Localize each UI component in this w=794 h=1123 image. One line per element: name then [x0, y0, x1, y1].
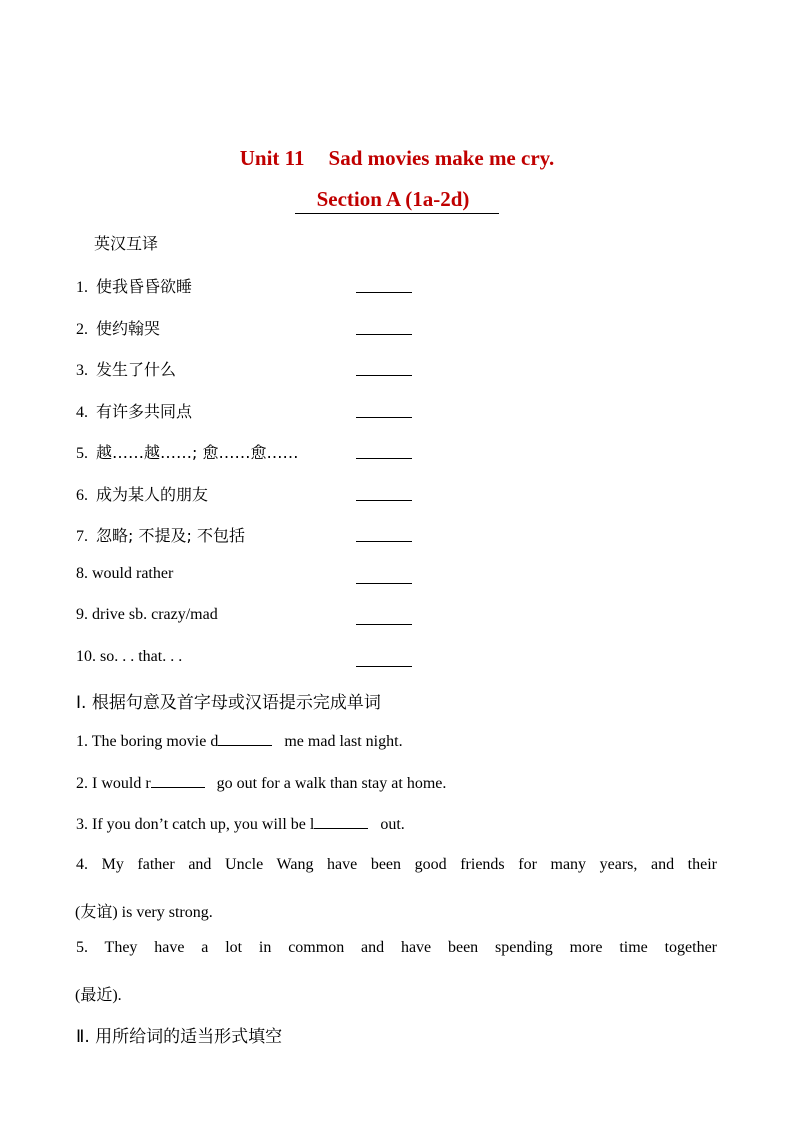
question-5-line-1: 5. They have a lot in common and have been spending more time together [76, 939, 717, 956]
unit-subtitle: Sad movies make me cry. [328, 146, 555, 170]
vocab-item-text: 忽略; 不提及; 不包括 [96, 526, 245, 545]
vocab-item [76, 482, 208, 505]
vocab-item-text: 使我昏昏欲睡 [96, 277, 193, 296]
vocab-item-number: 4. [76, 404, 88, 421]
vocab-answer-blank[interactable] [356, 458, 412, 459]
unit-number: Unit 11 [239, 146, 305, 170]
vocab-item-text: 发生了什么 [96, 360, 177, 379]
vocab-answer-blank[interactable] [356, 334, 412, 335]
vocab-item [76, 357, 176, 380]
vocab-item [76, 565, 173, 583]
vocab-item-text: would rather [92, 565, 174, 582]
unit-title [0, 146, 794, 171]
question-5-line-2: (最近). [75, 987, 122, 1004]
vocab-item [76, 399, 192, 422]
q3-text-after: out. [376, 816, 405, 833]
vocab-item-text: 有许多共同点 [96, 402, 193, 421]
vocab-item-number: 8. [76, 565, 88, 582]
q2-text-before: 2. I would r [76, 775, 151, 792]
q3-answer-blank[interactable] [314, 814, 368, 829]
vocab-item-text: 成为某人的朋友 [96, 485, 209, 504]
q3-text-before: 3. If you don’t catch up, you will be l [76, 816, 315, 833]
vocab-answer-blank[interactable] [356, 417, 412, 418]
vocab-item-number: 9. [76, 606, 88, 623]
question-3 [76, 814, 405, 834]
vocab-answer-blank[interactable] [356, 541, 412, 542]
question-4-line-1: 4. My father and Uncle Wang have been good friends for many years, and their [76, 856, 717, 873]
vocab-answer-blank[interactable] [356, 666, 412, 667]
vocab-item-text: drive sb. crazy/mad [92, 606, 218, 623]
vocab-item [76, 274, 192, 297]
vocab-item-number: 7. [76, 528, 88, 545]
vocab-item-number: 10. [76, 648, 96, 665]
vocab-heading: 英汉互译 [94, 234, 159, 253]
vocab-item [76, 523, 245, 546]
section-title [0, 187, 794, 212]
question-1 [76, 731, 403, 751]
section-label: Section A (1a-2d) [295, 187, 500, 214]
vocab-item-number: 1. [76, 279, 88, 296]
vocab-item-text: so. . . that. . . [100, 648, 183, 665]
vocab-item-number: 5. [76, 445, 88, 462]
question-2 [76, 773, 446, 793]
part1-heading: Ⅰ. 根据句意及首字母或汉语提示完成单词 [76, 693, 381, 713]
vocab-item-text: 使约翰哭 [96, 319, 161, 338]
vocab-item-number: 2. [76, 321, 88, 338]
vocab-item-number: 3. [76, 362, 88, 379]
vocab-answer-blank[interactable] [356, 292, 412, 293]
vocab-answer-blank[interactable] [356, 624, 412, 625]
q1-text-before: 1. The boring movie d [76, 733, 219, 750]
vocab-item-text: 越……越……; 愈……愈…… [96, 443, 299, 462]
q1-text-after: me mad last night. [280, 733, 403, 750]
vocab-item [76, 648, 182, 666]
q2-text-after: go out for a walk than stay at home. [212, 775, 447, 792]
vocab-answer-blank[interactable] [356, 583, 412, 584]
vocab-item [76, 606, 218, 624]
vocab-answer-blank[interactable] [356, 375, 412, 376]
q1-answer-blank[interactable] [218, 731, 272, 746]
vocab-answer-blank[interactable] [356, 500, 412, 501]
vocab-item [76, 440, 298, 463]
vocab-item-number: 6. [76, 487, 88, 504]
q2-answer-blank[interactable] [151, 773, 205, 788]
question-4-line-2: (友谊) is very strong. [75, 904, 213, 921]
part2-heading: Ⅱ. 用所给词的适当形式填空 [76, 1027, 283, 1047]
vocab-item [76, 316, 160, 339]
